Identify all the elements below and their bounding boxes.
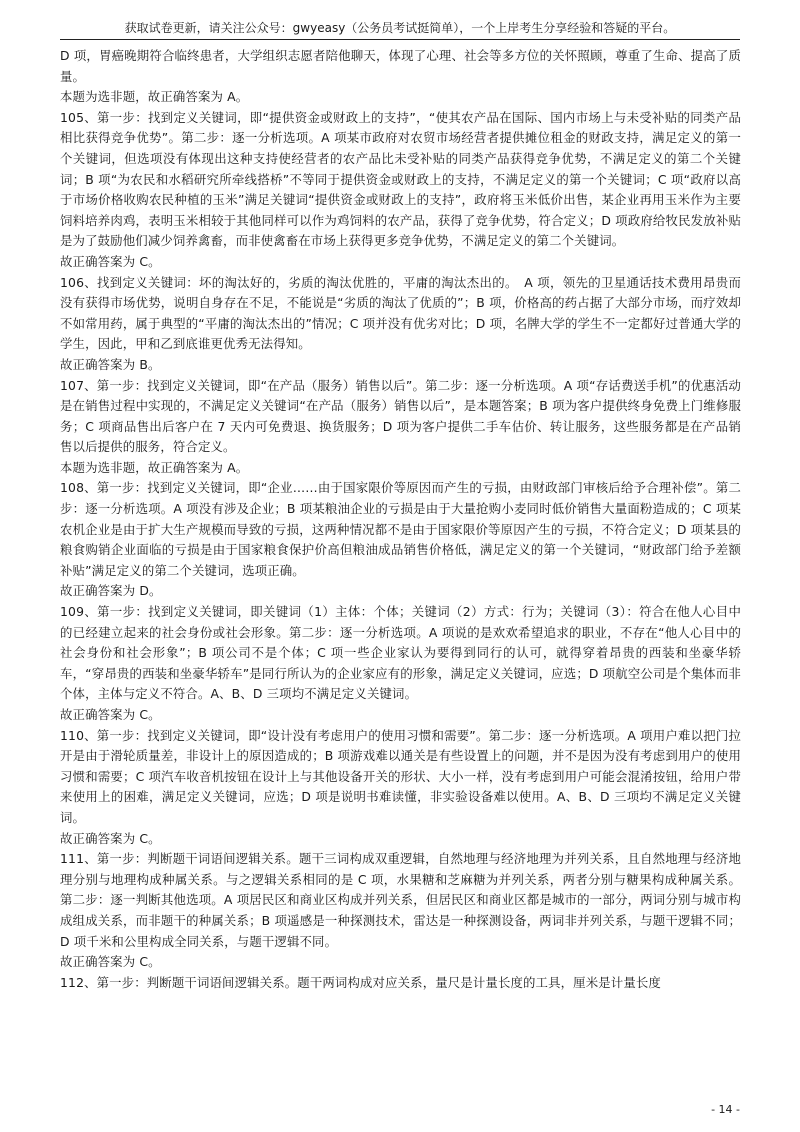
- answer-line: 故正确答案为 C。: [60, 830, 161, 846]
- paragraph: 108、第一步：找到定义关键词，即“企业……由于国家限价等原因而产生的亏损，由财政部门审核后给予合理补偿”。第二步：逐一分析选项。A 项没有涉及企业；B 项某粮油企业的亏损是由于大量抢购小麦同时低价销售大量面粉造成的；C 项某农机企业是由于扩大生产规模而导致的亏损，这两种情况都不是由于国家限价等原因产生的亏损，不符合定义；D 项某县的粮食购销企业面临的亏损是由于国家粮食保护价高但粮油成品销售价格低，满足定义的第一个关键词，“财政部门给予差额补贴”满足定义的第二个关键词，选项正确。: [60, 480, 741, 578]
- paragraph: 111、第一步：判断题干词语间逻辑关系。题干三词构成双重逻辑，自然地理与经济地理为并列关系，且自然地理与经济地理分别与地理构成种属关系。与之逻辑关系相同的是 C 项，水果糖和芝麻糖为并列关系，两者分别与糖果构成种属关系。第二步：逐一判断其他选项。A 项居民区和商业区构成并列关系，但居民区和商业区都是城市的一部分，两词分别与城市构成组成关系，而非题干的种属关系；B 项遥感是一种探测技术，雷达是一种探测设备，两词非并列关系，与题干逻辑不同；D 项千米和公里构成全同关系，与题干逻辑不同。: [60, 851, 741, 949]
- paragraph: 109、第一步：找到定义关键词，即关键词（1）主体：个体；关键词（2）方式：行为；关键词（3）：符合在他人心目中的已经建立起来的社会身份或社会形象。第二步：逐一分析选项。A 项说的是欢欢希望追求的职业，不存在“他人心目中的社会身份和社会形象”；B 项公司不是个体；C 项一些企业家认为要得到同行的认可，就得穿着昂贵的西装和坐豪华轿车，“穿昂贵的西装和坐豪华轿车”是同行所认为的企业家应有的形象，满足定义关键词，应选；D 项航空公司是个集体而非个体，主体与定义不符合。A、B、D 三项均不满足定义关键词。: [60, 604, 741, 702]
- answer-line: 故正确答案为 C。: [60, 954, 161, 970]
- document-body: [60, 46, 741, 993]
- paragraph: 106、找到定义关键词：坏的淘汰好的，劣质的淘汰优胜的，平庸的淘汰杰出的。 A 项，领先的卫星通话技术费用昂贵而没有获得市场优势，说明自身存在不足，不能说是“劣质的淘汰了优质的”；B 项，价格高的药占据了大部分市场，而疗效却不如常用药，属于典型的“平庸的淘汰杰出的”情况；C 项并没有优劣对比；D 项，名牌大学的学生不一定都好过普通大学的学生，因此，甲和乙到底谁更优秀无法得知。: [60, 274, 741, 352]
- answer-line: 本题为选非题，故正确答案为 A。: [60, 89, 249, 105]
- answer-line: 故正确答案为 D。: [60, 583, 162, 599]
- header-text: 获取试卷更新，请关注公众号：gwyeasy（公务员考试挺简单），一个上岸考生分享经验和答疑的平台。: [124, 21, 676, 35]
- paragraph: D 项，胃癌晚期符合临终患者，大学组织志愿者陪他聊天，体现了心理、社会等多方位的关怀照顾，尊重了生命、提高了质量。: [60, 48, 741, 84]
- paragraph: 112、第一步：判断题干词语间逻辑关系。题干两词构成对应关系，量尺是计量长度的工具，厘米是计量长度: [60, 974, 661, 990]
- answer-line: 本题为选非题，故正确答案为 A。: [60, 459, 249, 475]
- paragraph: 105、第一步：找到定义关键词，即“提供资金或财政上的支持”，“使其农产品在国际、国内市场上与未受补贴的同类产品相比获得竞争优势”。第二步：逐一分析选项。A 项某市政府对农贸市场经营者提供摊位租金的财政支持，满足定义的第一个关键词，但选项没有体现出这种支持使经营者的农产品比未受补贴的同类产品获得竞争优势，不满足定义的第二个关键词；B 项“为农民和水稻研究所牵线搭桥”不等同于提供资金或财政上的支持，不满足定义的第一个关键词；C 项“政府以高于市场价格收购农民种植的玉米”满足关键词“提供资金或财政上的支持”，政府将玉米低价出售，某企业再用玉米作为主要饲料培养肉鸡，表明玉米相较于其他同样可以作为鸡饲料的农产品，获得了竞争优势，符合定义；D 项政府给牧民发放补贴是为了鼓励他们减少饲养禽畜，而非使禽畜在市场上获得更多竞争优势，不满足定义的第二个关键词。: [60, 109, 741, 249]
- paragraph: 107、第一步：找到定义关键词，即“在产品（服务）销售以后”。第二步：逐一分析选项。A 项“存话费送手机”的优惠活动是在销售过程中实现的，不满足定义关键词“在产品（服务）销售以后”，是本题答案；B 项为客户提供终身免费上门维修服务；C 项商品售出后客户在 7 天内可免费退、换货服务；D 项为客户提供二手车估价、转让服务，这些服务都是在产品销售以后提供的服务，符合定义。: [60, 377, 741, 455]
- answer-line: 故正确答案为 C。: [60, 253, 161, 269]
- answer-line: 故正确答案为 C。: [60, 707, 161, 722]
- page-number: - 14 -: [711, 1103, 740, 1116]
- paragraph: 110、第一步：找到定义关键词，即“设计没有考虑用户的使用习惯和需要”。第二步：逐一分析选项。A 项用户难以把门拉开是由于滑轮质量差，非设计上的原因造成的；B 项游戏难以通关是有些设置上的问题，并不是因为没有考虑到用户的使用习惯和需要；C 项汽车收音机按钮在设计上与其他设备开关的形状、大小一样，没有考虑到用户可能会混淆按钮，给用户带来使用上的困难，满足定义关键词，应选；D 项是说明书难读懂，非实验设备难以使用。A、B、D 三项均不满足定义关键词。: [60, 727, 741, 825]
- answer-line: 故正确答案为 B。: [60, 356, 161, 372]
- page-header: [60, 20, 740, 40]
